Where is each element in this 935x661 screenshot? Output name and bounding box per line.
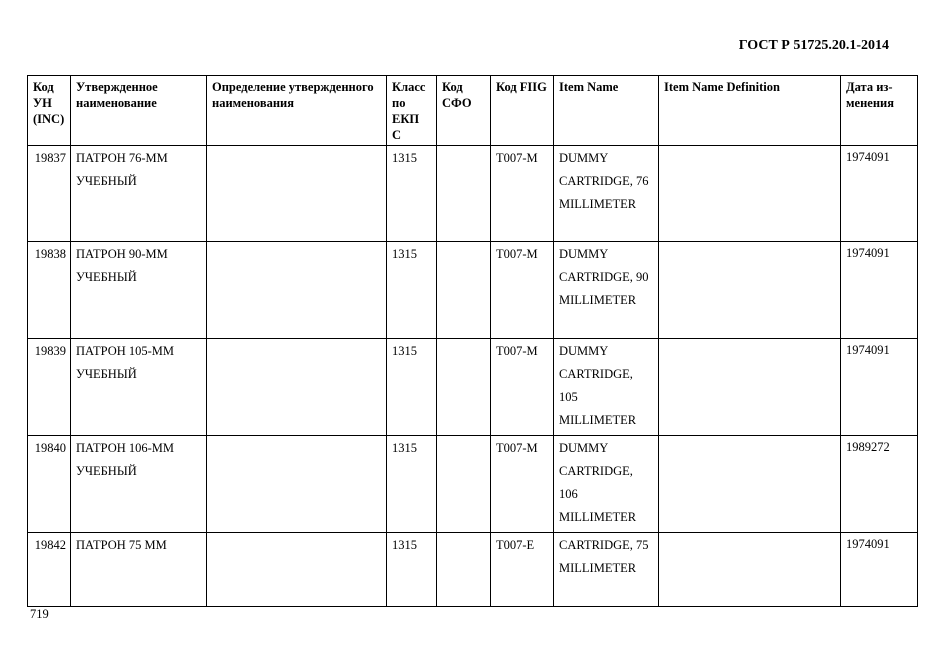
approved-name-cell: ПАТРОН 106-ММ УЧЕБНЫЙ <box>71 436 207 533</box>
inc-cell: 19840 <box>28 436 71 533</box>
header-change-date: Дата из-менения <box>841 76 918 146</box>
fiig-cell: T007-M <box>491 146 554 242</box>
fiig-cell: T007-M <box>491 339 554 436</box>
header-item-name-definition: Item Name Definition <box>659 76 841 146</box>
header-fiig: Код FIIG <box>491 76 554 146</box>
change-date-cell: 1974091 <box>841 533 918 607</box>
item-name-cell: DUMMY CARTRIDGE, 105 MILLIMETER <box>554 339 659 436</box>
definition-cell <box>207 339 387 436</box>
sfo-cell <box>437 436 491 533</box>
class-cell: 1315 <box>387 436 437 533</box>
change-date-cell: 1989272 <box>841 436 918 533</box>
definition-cell <box>207 242 387 339</box>
header-approved-name: Утвержденное наименование <box>71 76 207 146</box>
table-row <box>28 533 918 607</box>
header-class: Класс по ЕКП С <box>387 76 437 146</box>
change-date-cell: 1974091 <box>841 242 918 339</box>
header-definition: Определение утвержденного наименования <box>207 76 387 146</box>
approved-name-cell: ПАТРОН 90-ММ УЧЕБНЫЙ <box>71 242 207 339</box>
inc-cell: 19837 <box>28 146 71 242</box>
item-name-cell: DUMMY CARTRIDGE, 90 MILLIMETER <box>554 242 659 339</box>
header-sfo: Код СФО <box>437 76 491 146</box>
item-name-cell: DUMMY CARTRIDGE, 106 MILLIMETER <box>554 436 659 533</box>
fiig-cell: T007-M <box>491 242 554 339</box>
inc-cell: 19839 <box>28 339 71 436</box>
fiig-cell: T007-E <box>491 533 554 607</box>
class-cell: 1315 <box>387 533 437 607</box>
approved-name-cell: ПАТРОН 75 ММ <box>71 533 207 607</box>
item-name-definition-cell <box>659 339 841 436</box>
nomenclature-table <box>27 75 918 607</box>
item-name-cell: CARTRIDGE, 75 MILLIMETER <box>554 533 659 607</box>
sfo-cell <box>437 242 491 339</box>
item-name-definition-cell <box>659 146 841 242</box>
inc-cell: 19842 <box>28 533 71 607</box>
approved-name-cell: ПАТРОН 105-ММ УЧЕБНЫЙ <box>71 339 207 436</box>
sfo-cell <box>437 533 491 607</box>
table-row <box>28 242 918 339</box>
item-name-definition-cell <box>659 242 841 339</box>
table-row <box>28 146 918 242</box>
change-date-cell: 1974091 <box>841 339 918 436</box>
table-header-row <box>28 76 918 146</box>
sfo-cell <box>437 339 491 436</box>
table-body <box>28 146 918 607</box>
sfo-cell <box>437 146 491 242</box>
header-item-name: Item Name <box>554 76 659 146</box>
table-row <box>28 339 918 436</box>
definition-cell <box>207 146 387 242</box>
class-cell: 1315 <box>387 339 437 436</box>
page-number: 719 <box>30 607 49 621</box>
item-name-cell: DUMMY CARTRIDGE, 76 MILLIMETER <box>554 146 659 242</box>
definition-cell <box>207 533 387 607</box>
approved-name-cell: ПАТРОН 76-ММ УЧЕБНЫЙ <box>71 146 207 242</box>
class-cell: 1315 <box>387 146 437 242</box>
definition-cell <box>207 436 387 533</box>
document-standard-header: ГОСТ Р 51725.20.1-2014 <box>738 38 889 53</box>
inc-cell: 19838 <box>28 242 71 339</box>
item-name-definition-cell <box>659 436 841 533</box>
change-date-cell: 1974091 <box>841 146 918 242</box>
table-row <box>28 436 918 533</box>
class-cell: 1315 <box>387 242 437 339</box>
header-inc: Код УН (INC) <box>28 76 71 146</box>
fiig-cell: T007-M <box>491 436 554 533</box>
item-name-definition-cell <box>659 533 841 607</box>
